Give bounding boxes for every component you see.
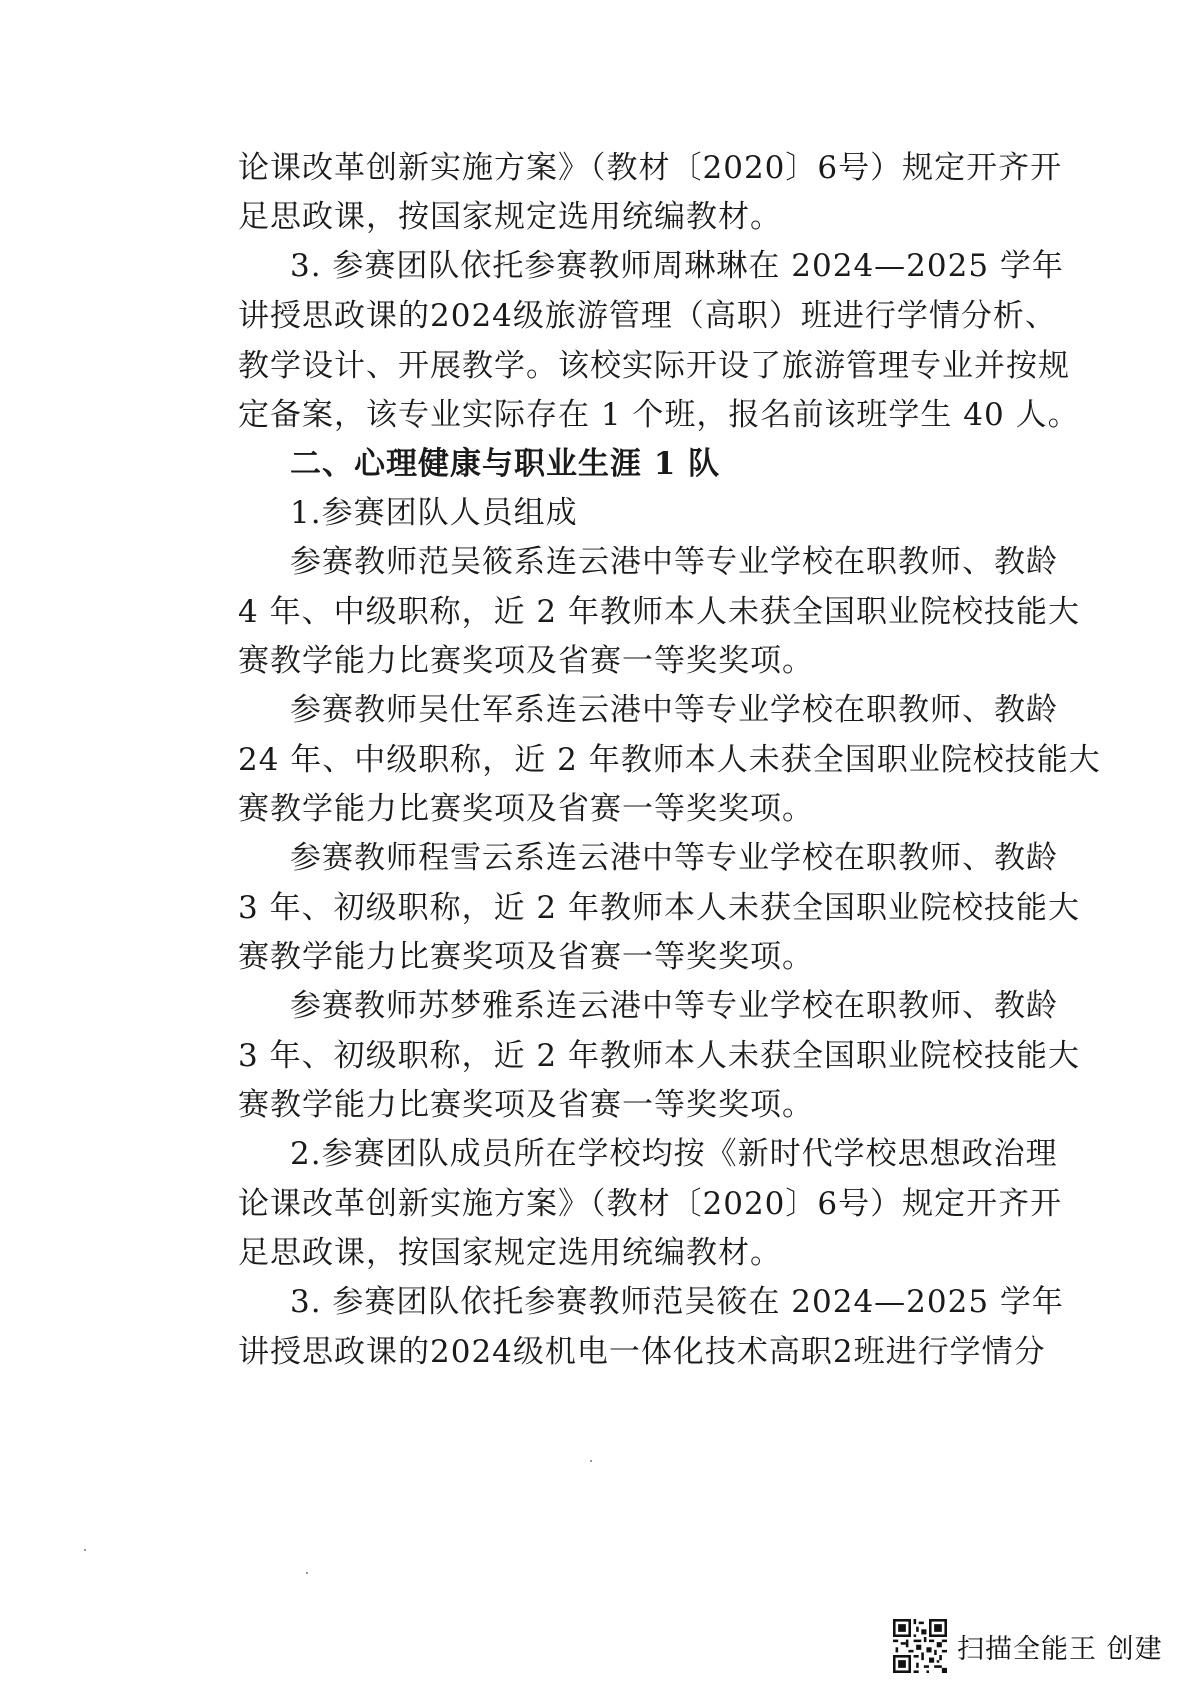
text-line: 24 年、中级职称，近 2 年教师本人未获全国职业院校技能大 xyxy=(238,742,1101,778)
scan-speck xyxy=(306,1572,308,1574)
text-line: 讲授思政课的2024级旅游管理（高职）班进行学情分析、 xyxy=(238,298,1057,334)
scan-speck xyxy=(590,1460,592,1462)
text-line: 赛教学能力比赛奖项及省赛一等奖奖项。 xyxy=(238,643,814,679)
text-line: 赛教学能力比赛奖项及省赛一等奖奖项。 xyxy=(238,939,814,975)
text-line: 赛教学能力比赛奖项及省赛一等奖奖项。 xyxy=(238,1087,814,1123)
text-line: 3. 参赛团队依托参赛教师周琳琳在 2024—2025 学年 xyxy=(290,248,1064,284)
text-line: 4 年、中级职称，近 2 年教师本人未获全国职业院校技能大 xyxy=(238,594,1081,630)
text-line: 2.参赛团队成员所在学校均按《新时代学校思想政治理 xyxy=(290,1136,1058,1172)
text-line: 3 年、初级职称，近 2 年教师本人未获全国职业院校技能大 xyxy=(238,890,1081,926)
text-line: 论课改革创新实施方案》（教材〔2020〕6号）规定开齐开 xyxy=(238,150,1063,186)
text-line: 教学设计、开展教学。该校实际开设了旅游管理专业并按规 xyxy=(238,348,1070,384)
watermark-text: 扫描全能王 创建 xyxy=(957,1633,1163,1665)
text-line: 3. 参赛团队依托参赛教师范吴筱在 2024—2025 学年 xyxy=(290,1284,1064,1320)
text-line: 赛教学能力比赛奖项及省赛一等奖奖项。 xyxy=(238,791,814,827)
text-line: 参赛教师程雪云系连云港中等专业学校在职教师、教龄 xyxy=(290,840,1058,876)
text-line: 3 年、初级职称，近 2 年教师本人未获全国职业院校技能大 xyxy=(238,1038,1081,1074)
text-line: 讲授思政课的2024级机电一体化技术高职2班进行学情分 xyxy=(238,1334,1046,1370)
text-line: 论课改革创新实施方案》（教材〔2020〕6号）规定开齐开 xyxy=(238,1186,1063,1222)
scanner-watermark xyxy=(893,1616,1163,1676)
text-line: 参赛教师苏梦雅系连云港中等专业学校在职教师、教龄 xyxy=(290,988,1058,1024)
text-line: 参赛教师吴仕军系连云港中等专业学校在职教师、教龄 xyxy=(290,692,1058,728)
text-line: 参赛教师范吴筱系连云港中等专业学校在职教师、教龄 xyxy=(290,544,1058,580)
scan-speck xyxy=(84,1549,86,1551)
text-line: 足思政课，按国家规定选用统编教材。 xyxy=(238,199,782,235)
subsection-heading: 1.参赛团队人员组成 xyxy=(290,495,578,531)
text-line: 定备案，该专业实际存在 1 个班，报名前该班学生 40 人。 xyxy=(238,397,1080,433)
section-heading: 二、心理健康与职业生涯 1 队 xyxy=(290,446,721,482)
qr-code-icon xyxy=(893,1619,947,1673)
text-line: 足思政课，按国家规定选用统编教材。 xyxy=(238,1235,782,1271)
